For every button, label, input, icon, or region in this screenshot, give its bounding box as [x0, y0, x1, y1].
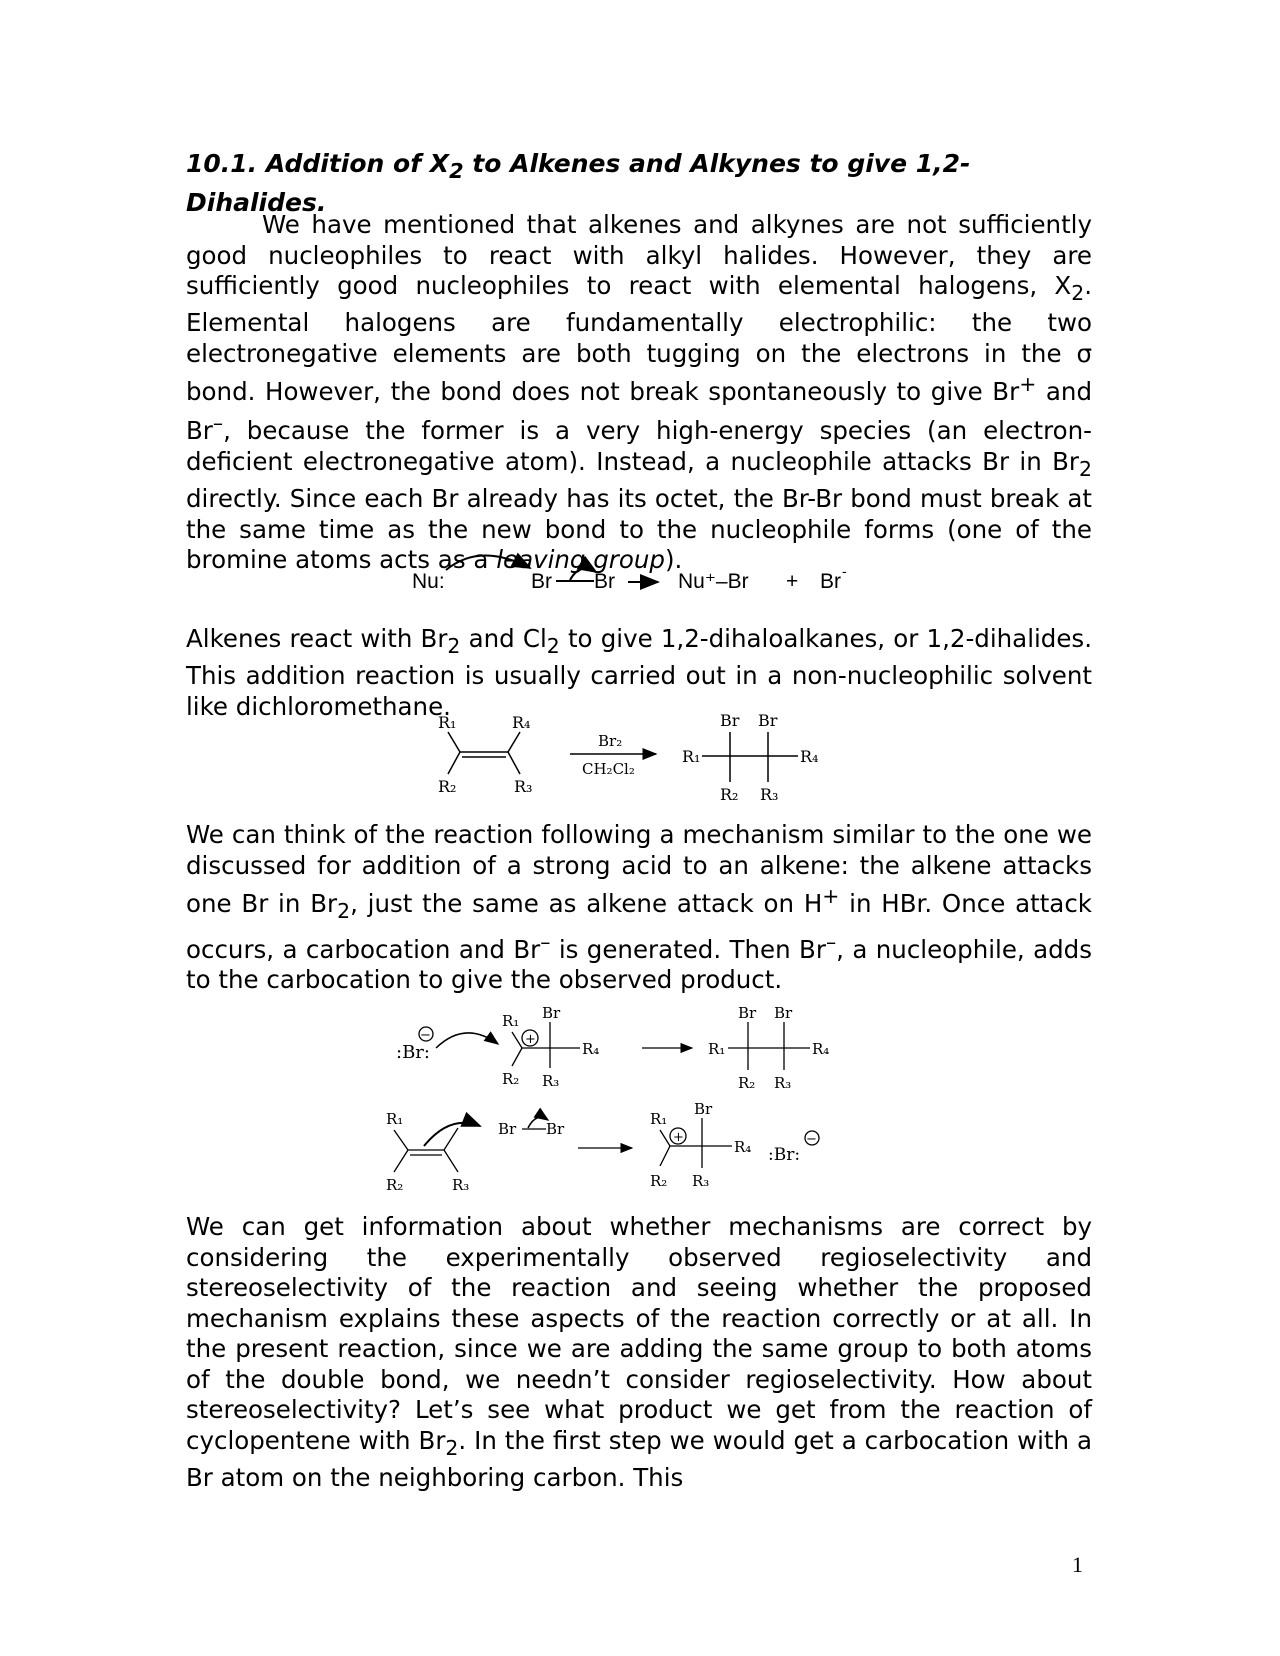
bromide-label: Br	[820, 570, 841, 593]
text: and Br	[186, 377, 1092, 446]
product-r4-label: R₄	[800, 747, 819, 766]
text: . In the first step we would get a carbocation with a Br atom on the neighboring carbon. This	[186, 1425, 1092, 1492]
product-br-b: Br	[774, 1004, 793, 1022]
nucleophile-label: Nu:	[412, 570, 445, 593]
cation-r4-label: R₄	[734, 1138, 752, 1156]
cation-r3-label: R₃	[692, 1172, 710, 1190]
r3-label: R₃	[542, 1072, 560, 1090]
text: , a nucleophile, adds to the carbocation to give the observed product.	[186, 934, 1092, 995]
negative-charge: −	[420, 1028, 431, 1043]
product-br-b: Br	[758, 712, 778, 730]
bromine-left-label: Br	[531, 570, 552, 593]
positive-charge: +	[673, 1130, 684, 1145]
curved-arrow-icon	[436, 1033, 498, 1048]
nucleophile-attack-scheme	[400, 546, 900, 602]
text: to give 1,2-dihaloalkanes, or 1,2-dihalides. This addition reaction is usually carried out in a non-nucleophilic solvent like dichloromethane.	[186, 624, 1092, 721]
text: , just the same as alkene attack on H	[350, 889, 823, 919]
bond	[508, 732, 520, 752]
mechanism-scheme	[380, 1000, 900, 1212]
text: Alkenes react with Br	[186, 624, 448, 653]
curved-arrow-icon	[424, 1123, 480, 1146]
product-label: Nu⁺–Br	[678, 570, 749, 593]
bromide-ion-label: :Br:	[768, 1145, 801, 1165]
cation-br-label: Br	[694, 1100, 713, 1118]
r3-label: R₃	[514, 777, 533, 796]
alkene-r3-label: R₃	[452, 1176, 470, 1194]
subscript: 2	[445, 1435, 459, 1460]
r2-label: R₂	[502, 1070, 520, 1088]
r4-label: R₄	[512, 713, 531, 732]
heading-text-rest: to Alkenes and Alkynes to give 1,2-Dihalides.	[186, 149, 971, 217]
product-r1-label: R₁	[682, 747, 701, 766]
curved-arrow-icon	[570, 568, 596, 580]
text: . Elemental halogens are fundamentally electrophilic: the two electronegative elements are both tugging on the electrons in the σ bond. However, the bond does not break spontaneously to give Br	[186, 271, 1092, 407]
bond	[448, 752, 460, 774]
product-r1-label: R₁	[708, 1040, 726, 1058]
subscript: 2	[1071, 280, 1085, 305]
paragraph-stereoselectivity	[186, 1212, 1092, 1493]
bond	[508, 752, 520, 774]
text: , because the former is a very high-energy species (an electron-deficient electronegative atom). Instead, a nucleophile attacks Br in Br	[186, 416, 1092, 476]
bond	[444, 1128, 458, 1150]
superscript: –	[540, 929, 551, 954]
text: in HBr. Once attack occurs, a carbocation and Br	[186, 889, 1092, 964]
br2-right-label: Br	[546, 1120, 565, 1138]
paragraph-intro	[186, 210, 1092, 576]
text: We can think of the reaction following a mechanism similar to the one we discussed for addition of a strong acid to an alkene: the alkene attacks one Br in Br	[186, 820, 1092, 919]
bond	[394, 1150, 408, 1172]
negative-charge: −	[806, 1132, 817, 1147]
r2-label: R₂	[438, 777, 457, 796]
reagent-solvent: CH₂Cl₂	[582, 760, 635, 778]
superscript: +	[1019, 372, 1037, 397]
subscript: 2	[447, 633, 461, 658]
emphasis-leaving-group: leaving group	[496, 545, 665, 575]
subscript: 2	[337, 899, 351, 924]
page-number: 1	[1072, 1552, 1083, 1577]
superscript: –	[825, 929, 837, 954]
paragraph-mechanism	[186, 820, 1092, 996]
bond	[660, 1146, 670, 1166]
bond	[660, 1130, 670, 1146]
text: and Cl	[460, 624, 547, 653]
bond	[394, 1130, 408, 1150]
bond	[512, 1048, 522, 1066]
cation-r2-label: R₂	[650, 1172, 668, 1190]
heading-subscript: 2	[449, 159, 464, 183]
br-label: Br	[542, 1004, 561, 1022]
text: We can get information about whether mechanisms are correct by considering the experimentally observed regioselectivity and stereoselectivity of the reaction and seeing whether the proposed mechanism explains these aspects of the reaction correctly or at all. In the present reaction, since we are adding the same group to both atoms of the double bond, we needn’t consider regioselectivity. How about stereoselectivity? Let’s see what product we get from the reaction of cyclopentene with Br	[186, 1212, 1092, 1455]
bond	[512, 1032, 522, 1048]
section-heading	[186, 148, 1092, 218]
bromide-charge: -	[842, 563, 847, 579]
alkene-bromination-scheme	[420, 712, 860, 812]
superscript: +	[822, 884, 840, 908]
subscript: 2	[546, 633, 560, 658]
cation-r1-label: R₁	[650, 1110, 668, 1128]
alkene-r2-label: R₂	[386, 1176, 404, 1194]
br2-left-label: Br	[498, 1120, 517, 1138]
bromide-ion-label: :Br:	[396, 1042, 430, 1063]
curved-arrow-icon	[528, 1117, 548, 1128]
alkene-r1-label: R₁	[386, 1110, 404, 1128]
curved-arrow-icon	[446, 555, 530, 570]
positive-charge: +	[525, 1032, 536, 1047]
product-r3-label: R₃	[774, 1074, 792, 1092]
bromine-right-label: Br	[594, 570, 615, 593]
subscript: 2	[1079, 456, 1092, 481]
text: directly. Since each Br already has its octet, the Br-Br bond must break at the same time as the new bond to the nucleophile forms (one of the bromine atoms acts as a	[186, 484, 1092, 575]
product-r2-label: R₂	[720, 785, 739, 804]
product-r4-label: R₄	[812, 1040, 830, 1058]
product-br-a: Br	[738, 1004, 757, 1022]
r1-label: R₁	[502, 1012, 520, 1030]
product-r2-label: R₂	[738, 1074, 756, 1092]
text: We have mentioned that alkenes and alkynes are not sufficiently good nucleophiles to react with alkyl halides. However, they are sufficiently good nucleophiles to react with elemental halogens, X	[186, 210, 1092, 300]
text: ).	[664, 545, 683, 575]
r1-label: R₁	[438, 713, 457, 732]
product-br-a: Br	[720, 712, 740, 730]
paragraph-dihalides	[186, 624, 1092, 722]
r4-label: R₄	[582, 1040, 600, 1058]
text: is generated. Then Br	[550, 934, 826, 964]
bond	[448, 732, 460, 752]
heading-text: 10.1. Addition of X	[186, 149, 450, 178]
bond	[444, 1150, 458, 1172]
reagent-br2: Br₂	[598, 732, 623, 750]
product-r3-label: R₃	[760, 785, 779, 804]
superscript: –	[212, 411, 224, 436]
plus-sign: +	[786, 570, 799, 593]
